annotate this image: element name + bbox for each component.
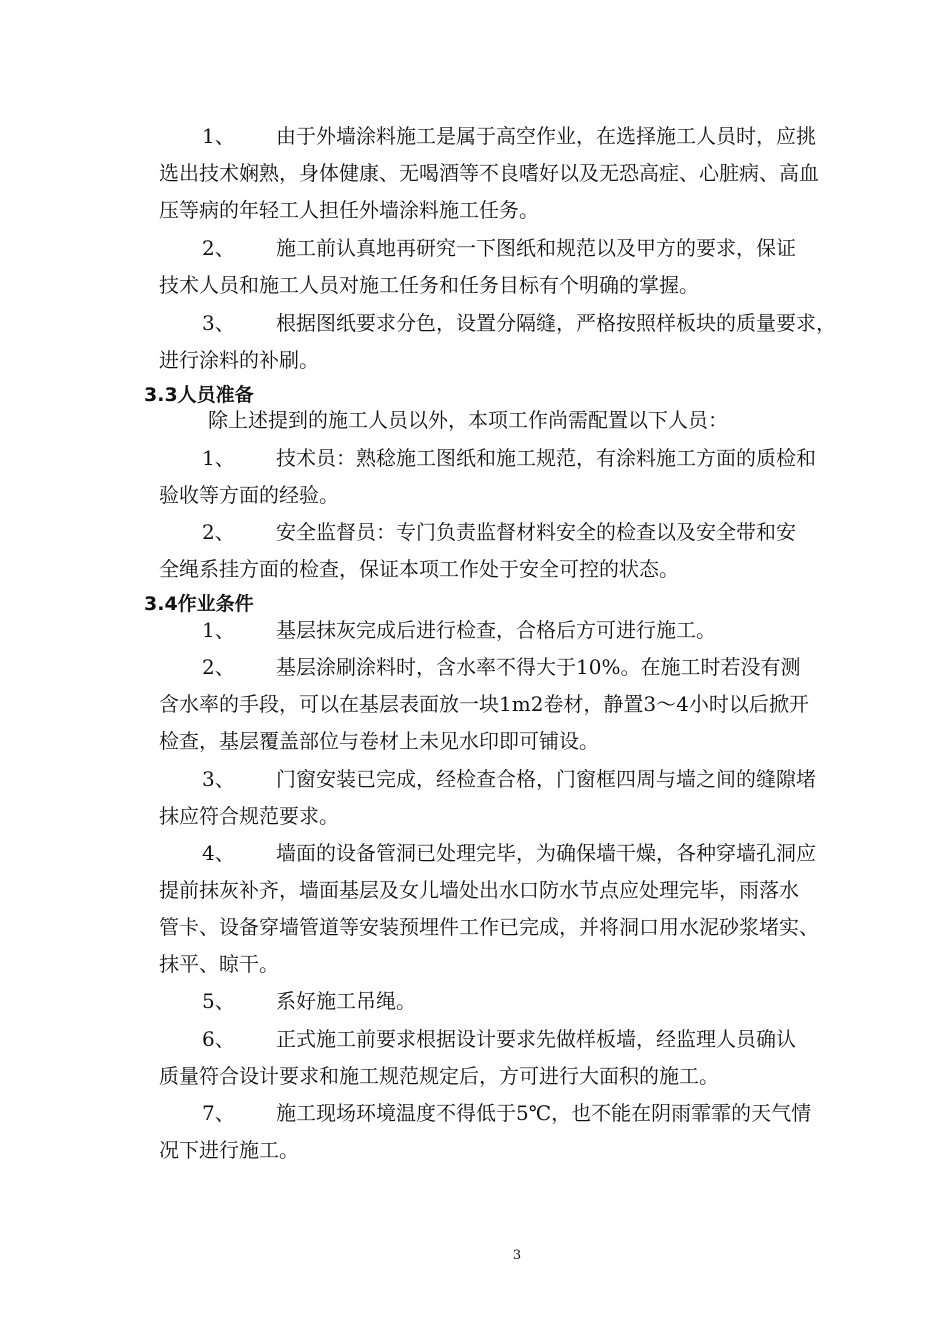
section-intro: 除上述提到的施工人员以外，本项工作尚需配置以下人员： bbox=[208, 408, 728, 432]
list-number: 2、 bbox=[202, 655, 235, 679]
list-item-text: 施工前认真地再研究一下图纸和规范以及甲方的要求，保证 bbox=[276, 236, 796, 260]
list-item-text: 选出技术娴熟，身体健康、无喝酒等不良嗜好以及无恐高症、心脏病、高血 bbox=[159, 161, 819, 185]
list-item-text: 技术人员和施工人员对施工任务和任务目标有个明确的掌握。 bbox=[159, 273, 699, 297]
list-item-text: 基层涂刷涂料时，含水率不得大于10%。在施工时若没有测 bbox=[276, 655, 801, 679]
list-item-text: 根据图纸要求分色，设置分隔缝，严格按照样板块的质量要求， bbox=[276, 311, 836, 335]
list-item-text: 检查，基层覆盖部位与卷材上未见水印即可铺设。 bbox=[159, 729, 599, 753]
list-item-text: 技术员：熟稔施工图纸和施工规范，有涂料施工方面的质检和 bbox=[276, 446, 816, 470]
list-item-text: 墙面的设备管洞已处理完毕，为确保墙干燥，各种穿墙孔洞应 bbox=[276, 841, 816, 865]
section-heading: 3.4作业条件 bbox=[144, 593, 254, 615]
list-item-text: 质量符合设计要求和施工规范规定后，方可进行大面积的施工。 bbox=[159, 1064, 719, 1088]
list-item-text: 况下进行施工。 bbox=[159, 1138, 299, 1162]
list-item-text: 系好施工吊绳。 bbox=[276, 989, 416, 1013]
list-item-text: 全绳系挂方面的检查，保证本项工作处于安全可控的状态。 bbox=[159, 557, 679, 581]
list-number: 7、 bbox=[202, 1101, 235, 1125]
list-item-text: 抹应符合规范要求。 bbox=[159, 804, 339, 828]
list-number: 3、 bbox=[202, 767, 235, 791]
list-item-text: 门窗安装已完成，经检查合格，门窗框四周与墙之间的缝隙堵 bbox=[276, 767, 816, 791]
list-item-text: 基层抹灰完成后进行检查，合格后方可进行施工。 bbox=[276, 618, 716, 642]
list-item-text: 进行涂料的补刷。 bbox=[159, 348, 319, 372]
list-item-text: 施工现场环境温度不得低于5℃，也不能在阴雨霏霏的天气情 bbox=[276, 1101, 812, 1125]
list-number: 1、 bbox=[202, 124, 235, 148]
section-heading: 3.3人员准备 bbox=[144, 384, 254, 406]
list-item-text: 安全监督员：专门负责监督材料安全的检查以及安全带和安 bbox=[276, 520, 796, 544]
list-item-text: 正式施工前要求根据设计要求先做样板墙，经监理人员确认 bbox=[276, 1027, 796, 1051]
list-number: 3、 bbox=[202, 311, 235, 335]
list-item-text: 抹平、晾干。 bbox=[159, 952, 279, 976]
list-item-text: 管卡、设备穿墙管道等安装预埋件工作已完成，并将洞口用水泥砂浆堵实、 bbox=[159, 915, 819, 939]
list-item-text: 含水率的手段，可以在基层表面放一块1m2卷材，静置3～4小时以后掀开 bbox=[159, 692, 809, 716]
page-number: 3 bbox=[512, 1248, 522, 1263]
list-number: 1、 bbox=[202, 618, 235, 642]
list-number: 5、 bbox=[202, 989, 235, 1013]
list-item-text: 压等病的年轻工人担任外墙涂料施工任务。 bbox=[159, 198, 539, 222]
list-item-text: 由于外墙涂料施工是属于高空作业，在选择施工人员时，应挑 bbox=[276, 124, 816, 148]
list-number: 1、 bbox=[202, 446, 235, 470]
list-item-text: 提前抹灰补齐，墙面基层及女儿墙处出水口防水节点应处理完毕，雨落水 bbox=[159, 878, 799, 902]
list-number: 2、 bbox=[202, 520, 235, 544]
list-number: 6、 bbox=[202, 1027, 235, 1051]
list-item-text: 验收等方面的经验。 bbox=[159, 483, 339, 507]
list-number: 4、 bbox=[202, 841, 235, 865]
list-number: 2、 bbox=[202, 236, 235, 260]
